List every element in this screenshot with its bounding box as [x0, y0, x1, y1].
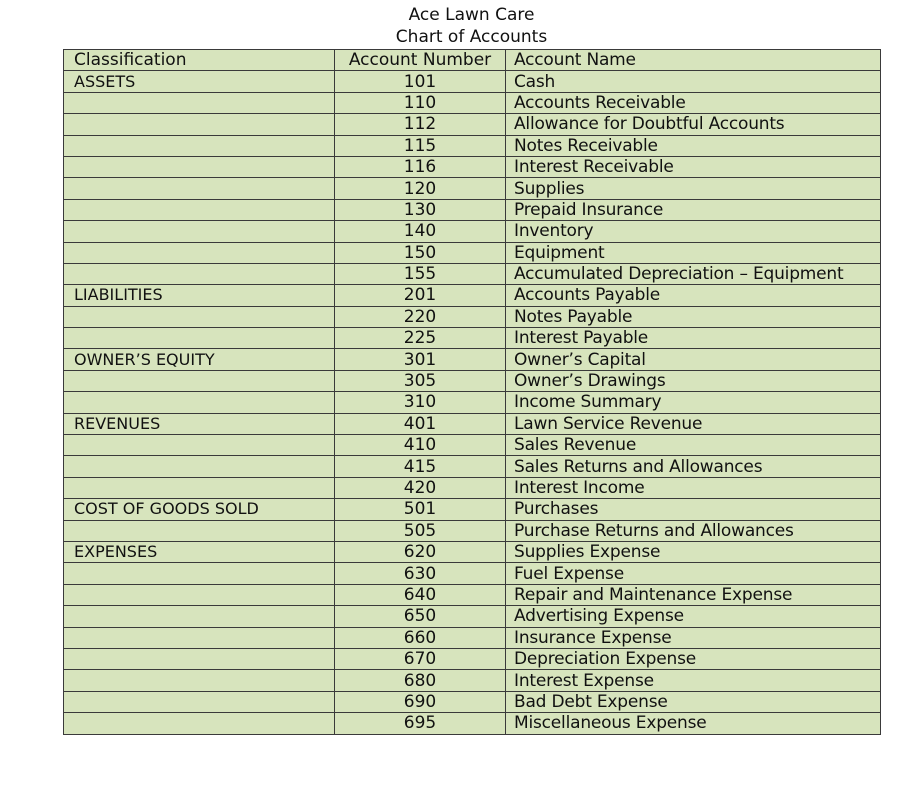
classification-cell [64, 648, 335, 669]
classification-cell [64, 114, 335, 135]
classification-cell: COST OF GOODS SOLD [64, 499, 335, 520]
account-number-cell: 660 [335, 627, 506, 648]
account-name-cell: Equipment [506, 242, 881, 263]
table-row [64, 670, 881, 691]
chart-title: Chart of Accounts [395, 27, 548, 47]
table-row [64, 541, 881, 562]
account-number-cell: 112 [335, 114, 506, 135]
account-number-cell: 501 [335, 499, 506, 520]
classification-cell [64, 306, 335, 327]
header-classification: Classification [64, 50, 335, 71]
account-number-cell: 640 [335, 584, 506, 605]
classification-cell: OWNER’S EQUITY [64, 349, 335, 370]
classification-cell [64, 435, 335, 456]
classification-cell: EXPENSES [64, 541, 335, 562]
table-row [64, 691, 881, 712]
classification-cell [64, 328, 335, 349]
classification-cell [64, 477, 335, 498]
table-row [64, 456, 881, 477]
table-row [64, 499, 881, 520]
account-number-cell: 670 [335, 648, 506, 669]
account-name-cell: Depreciation Expense [506, 648, 881, 669]
table-row [64, 370, 881, 391]
table-row [64, 221, 881, 242]
table-row [64, 242, 881, 263]
table-row [64, 114, 881, 135]
header-row [64, 50, 881, 71]
account-name-cell: Accounts Receivable [506, 92, 881, 113]
account-number-cell: 101 [335, 71, 506, 92]
account-number-cell: 150 [335, 242, 506, 263]
table-row [64, 606, 881, 627]
account-number-cell: 140 [335, 221, 506, 242]
account-name-cell: Bad Debt Expense [506, 691, 881, 712]
account-name-cell: Owner’s Drawings [506, 370, 881, 391]
table-row [64, 328, 881, 349]
account-number-cell: 116 [335, 156, 506, 177]
document-title [0, 4, 913, 48]
table-row [64, 178, 881, 199]
table-row [64, 263, 881, 284]
account-number-cell: 220 [335, 306, 506, 327]
account-name-cell: Fuel Expense [506, 563, 881, 584]
account-number-cell: 420 [335, 477, 506, 498]
table-row [64, 520, 881, 541]
classification-cell [64, 199, 335, 220]
account-name-cell: Miscellaneous Expense [506, 713, 881, 734]
account-name-cell: Inventory [506, 221, 881, 242]
table-row [64, 392, 881, 413]
classification-cell [64, 563, 335, 584]
account-number-cell: 695 [335, 713, 506, 734]
classification-cell [64, 392, 335, 413]
account-name-cell: Sales Returns and Allowances [506, 456, 881, 477]
account-name-cell: Interest Payable [506, 328, 881, 349]
account-number-cell: 201 [335, 285, 506, 306]
account-name-cell: Purchases [506, 499, 881, 520]
account-name-cell: Accumulated Depreciation – Equipment [506, 263, 881, 284]
classification-cell [64, 691, 335, 712]
account-name-cell: Supplies [506, 178, 881, 199]
table-row [64, 199, 881, 220]
account-number-cell: 110 [335, 92, 506, 113]
account-name-cell: Sales Revenue [506, 435, 881, 456]
account-number-cell: 410 [335, 435, 506, 456]
account-name-cell: Cash [506, 71, 881, 92]
table-row [64, 413, 881, 434]
table-row [64, 584, 881, 605]
classification-cell [64, 456, 335, 477]
account-name-cell: Interest Receivable [506, 156, 881, 177]
account-number-cell: 680 [335, 670, 506, 691]
account-number-cell: 155 [335, 263, 506, 284]
account-number-cell: 305 [335, 370, 506, 391]
table-row [64, 156, 881, 177]
account-number-cell: 690 [335, 691, 506, 712]
classification-cell [64, 370, 335, 391]
table-row [64, 713, 881, 734]
table-row [64, 135, 881, 156]
account-number-cell: 130 [335, 199, 506, 220]
classification-cell [64, 221, 335, 242]
account-name-cell: Advertising Expense [506, 606, 881, 627]
account-name-cell: Interest Expense [506, 670, 881, 691]
classification-cell [64, 670, 335, 691]
account-number-cell: 401 [335, 413, 506, 434]
table-row [64, 627, 881, 648]
account-number-cell: 620 [335, 541, 506, 562]
table-body [64, 71, 881, 734]
classification-cell: ASSETS [64, 71, 335, 92]
table-row [64, 306, 881, 327]
table-row [64, 435, 881, 456]
table-row [64, 285, 881, 306]
classification-cell [64, 627, 335, 648]
classification-cell [64, 713, 335, 734]
classification-cell: REVENUES [64, 413, 335, 434]
account-number-cell: 120 [335, 178, 506, 199]
classification-cell [64, 242, 335, 263]
account-name-cell: Prepaid Insurance [506, 199, 881, 220]
classification-cell [64, 263, 335, 284]
classification-cell [64, 606, 335, 627]
table-row [64, 92, 881, 113]
account-number-cell: 301 [335, 349, 506, 370]
account-number-cell: 310 [335, 392, 506, 413]
account-number-cell: 630 [335, 563, 506, 584]
classification-cell [64, 520, 335, 541]
table-row [64, 563, 881, 584]
company-name: Ace Lawn Care [408, 5, 535, 25]
account-name-cell: Supplies Expense [506, 541, 881, 562]
account-name-cell: Income Summary [506, 392, 881, 413]
account-name-cell: Allowance for Doubtful Accounts [506, 114, 881, 135]
account-number-cell: 505 [335, 520, 506, 541]
header-account-name: Account Name [506, 50, 881, 71]
account-name-cell: Owner’s Capital [506, 349, 881, 370]
classification-cell [64, 584, 335, 605]
table-row [64, 477, 881, 498]
header-account-number: Account Number [335, 50, 506, 71]
table-row [64, 71, 881, 92]
classification-cell [64, 178, 335, 199]
account-name-cell: Repair and Maintenance Expense [506, 584, 881, 605]
chart-of-accounts-table [63, 49, 881, 735]
account-name-cell: Notes Receivable [506, 135, 881, 156]
account-number-cell: 115 [335, 135, 506, 156]
account-number-cell: 650 [335, 606, 506, 627]
account-name-cell: Interest Income [506, 477, 881, 498]
table-row [64, 349, 881, 370]
account-name-cell: Notes Payable [506, 306, 881, 327]
account-name-cell: Purchase Returns and Allowances [506, 520, 881, 541]
account-name-cell: Accounts Payable [506, 285, 881, 306]
classification-cell [64, 92, 335, 113]
account-number-cell: 225 [335, 328, 506, 349]
classification-cell [64, 135, 335, 156]
table-row [64, 648, 881, 669]
account-number-cell: 415 [335, 456, 506, 477]
classification-cell: LIABILITIES [64, 285, 335, 306]
account-name-cell: Insurance Expense [506, 627, 881, 648]
account-name-cell: Lawn Service Revenue [506, 413, 881, 434]
classification-cell [64, 156, 335, 177]
